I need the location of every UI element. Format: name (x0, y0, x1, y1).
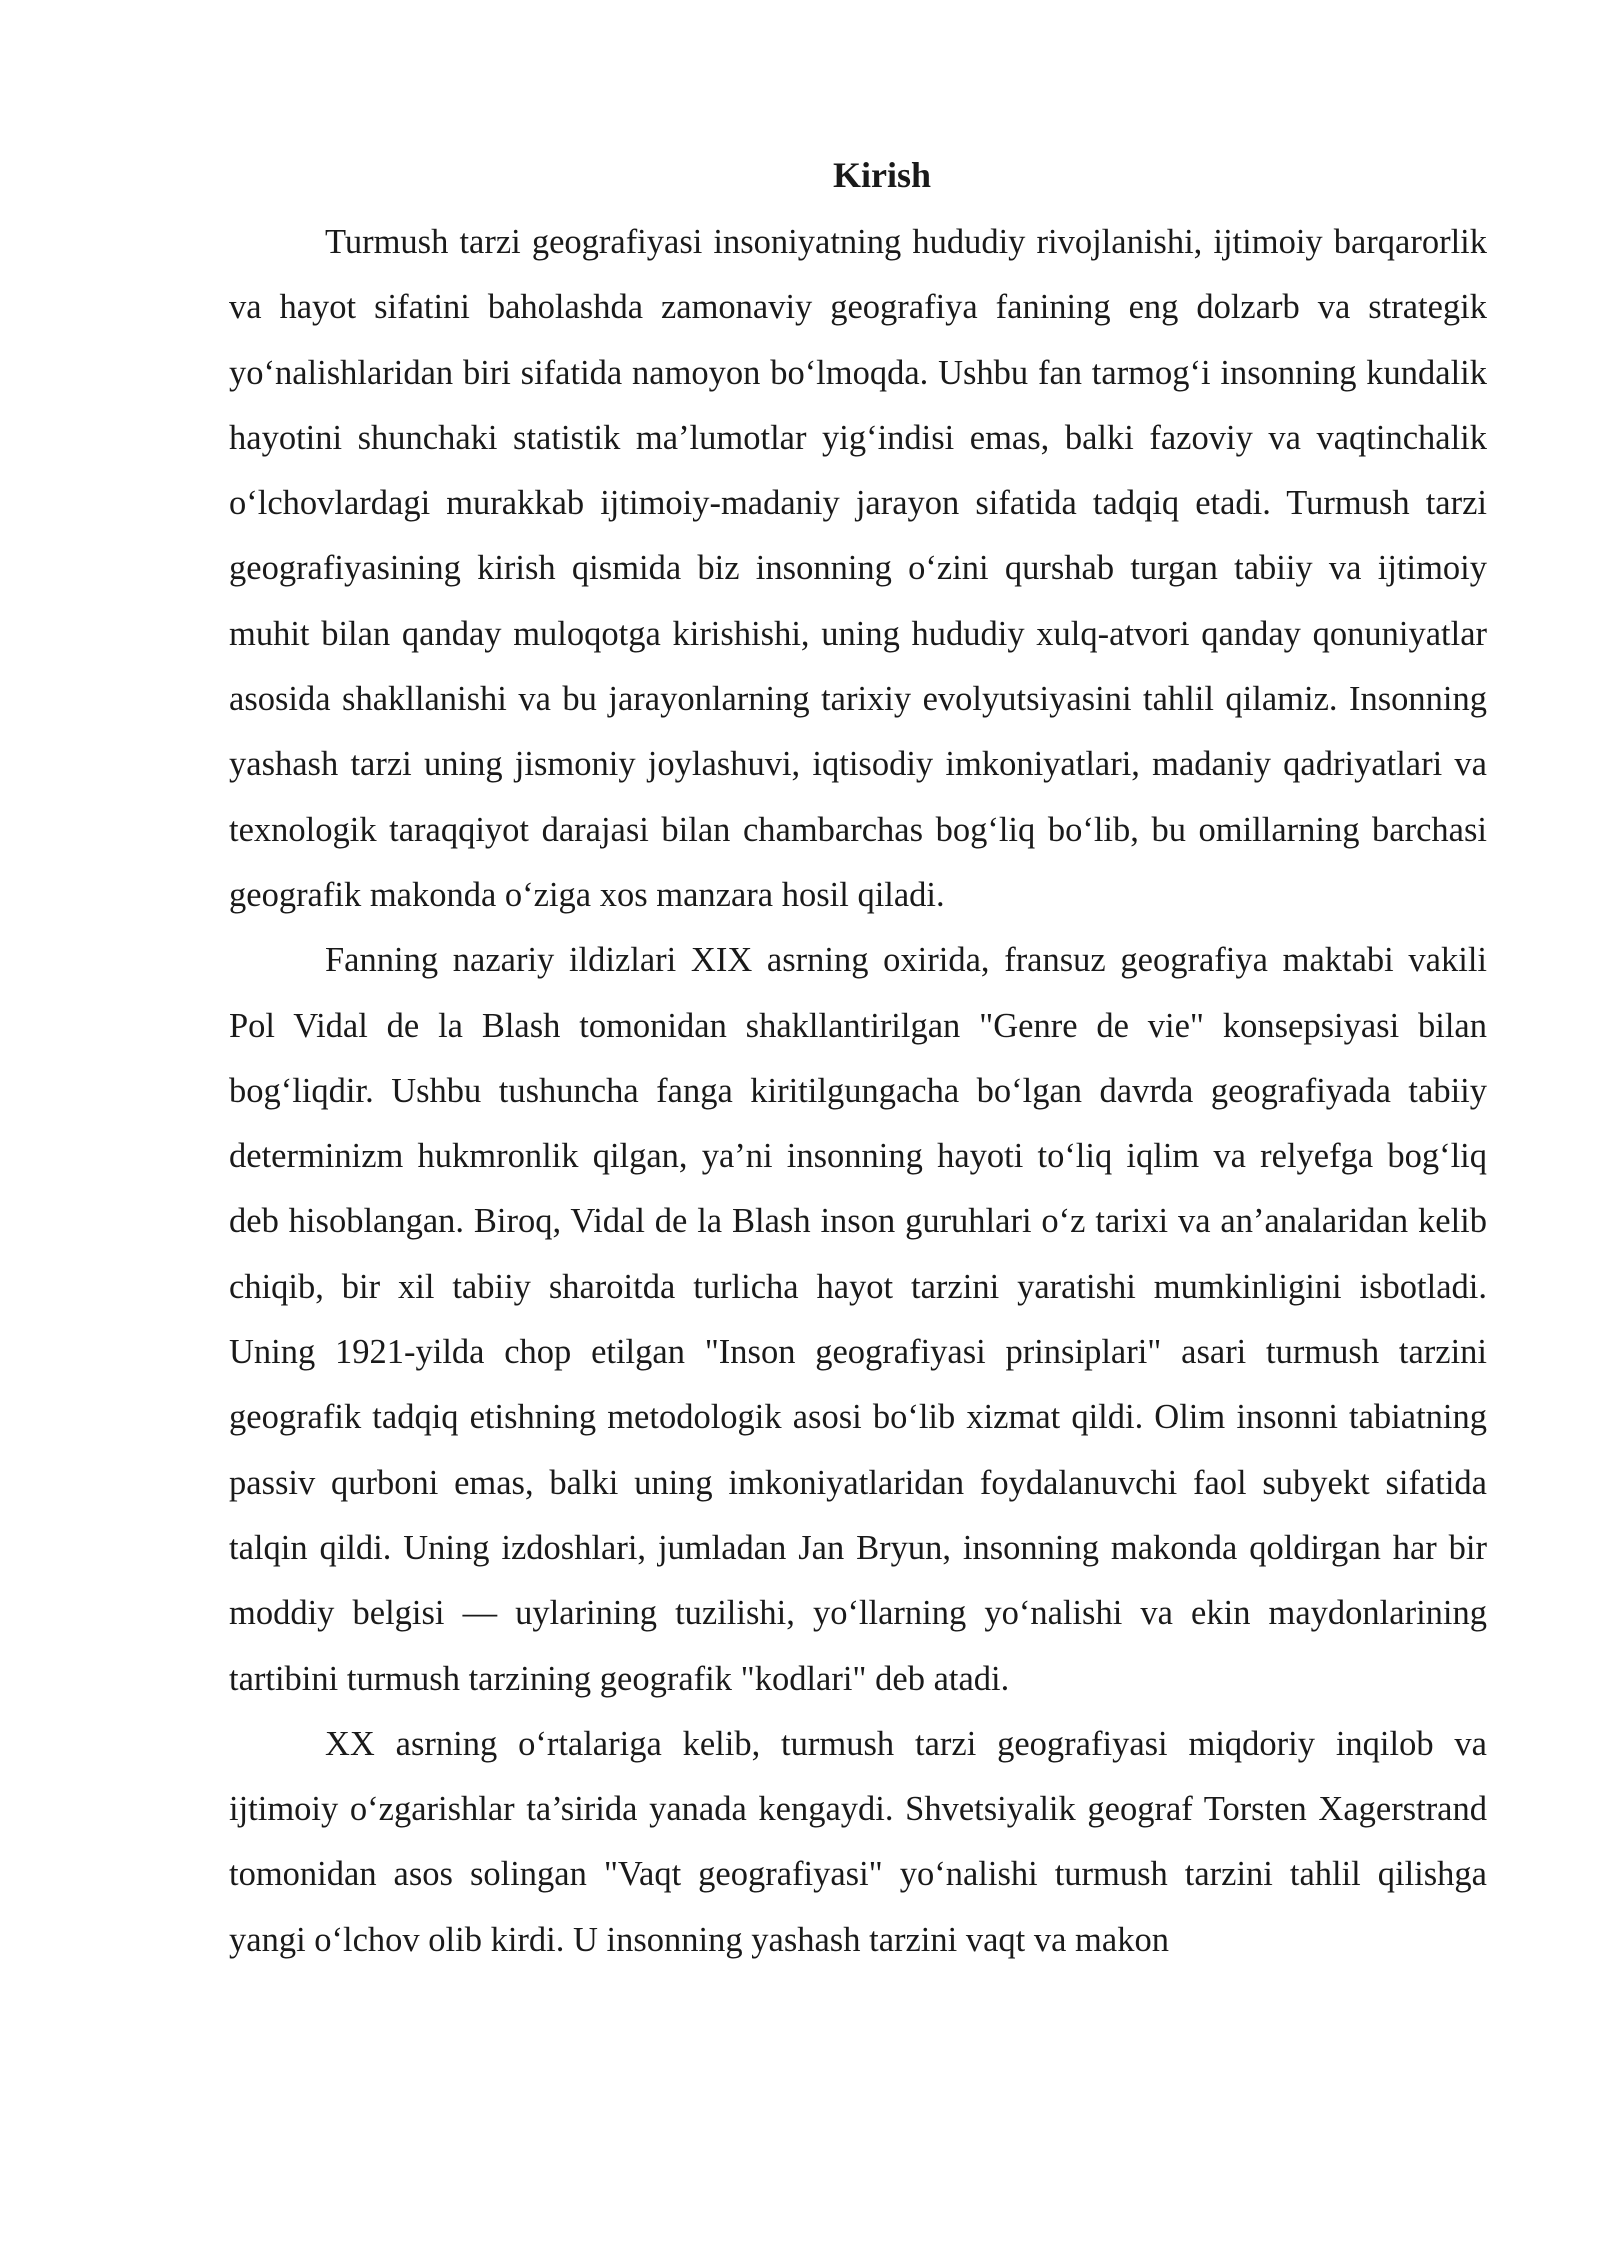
paragraph-history: Fanning nazariy ildizlari XIX asrning oxirida, fransuz geografiya maktabi vakili Pol Vidal de la Blash tomonidan shakllantirilgan "Genre de vie" konsepsiyasi bilan bog‘liqdir. Ushbu tushuncha fanga kiritilgungacha bo‘lgan davrda geografiyada tabiiy determinizm hukmronlik qilgan, ya’ni insonning hayoti to‘liq iqlim va relyefga bog‘liq deb hisoblangan. Biroq, Vidal de la Blash inson guruhlari o‘z tarixi va an’analaridan kelib chiqib, bir xil tabiiy sharoitda turlicha hayot tarzini yaratishi mumkinligini isbotladi. Uning 1921-yilda chop etilgan "Inson geografiyasi prinsiplari" asari turmush tarzini geografik tadqiq etishning metodologik asosi bo‘lib xizmat qildi. Olim insonni tabiatning passiv qurboni emas, balki uning imkoniyatlaridan foydalanuvchi faol subyekt sifatida talqin qildi. Uning izdoshlari, jumladan Jan Bryun, insonning makonda qoldirgan har bir moddiy belgisi — uylarining tuzilishi, yo‘llarning yo‘nalishi va ekin maydonlarining tartibini turmush tarzining geografik "kodlari" deb atadi. (229, 941, 1487, 1698)
paragraph-twentieth-century: XX asrning o‘rtalariga kelib, turmush tarzi geografiyasi miqdoriy inqilob va ijtimoiy o‘zgarishlar ta’sirida yanada kengaydi. Shvetsiyalik geograf Torsten Xagerstrand tomonidan asos solingan "Vaqt geografiyasi" yo‘nalishi turmush tarzini tahlil qilishga yangi o‘lchov olib kirdi. U insonning yashash tarzini vaqt va makon (229, 1724, 1487, 1959)
paragraph-intro: Turmush tarzi geografiyasi insoniyatning hududiy rivojlanishi, ijtimoiy barqarorlik va hayot sifatini baholashda zamonaviy geografiya fanining eng dolzarb va strategik yo‘nalishlaridan biri sifatida namoyon bo‘lmoqda. Ushbu fan tarmog‘i insonning kundalik hayotini shunchaki statistik ma’lumotlar yig‘indisi emas, balki fazoviy va vaqtinchalik o‘lchovlardagi murakkab ijtimoiy-madaniy jarayon sifatida tadqiq etadi. Turmush tarzi geografiyasining kirish qismida biz insonning o‘zini qurshab turgan tabiiy va ijtimoiy muhit bilan qanday muloqotga kirishishi, uning hududiy xulq-atvori qanday qonuniyatlar asosida shakllanishi va bu jarayonlarning tarixiy evolyutsiyasini tahlil qilamiz. Insonning yashash tarzi uning jismoniy joylashuvi, iqtisodiy imkoniyatlari, madaniy qadriyatlari va texnologik taraqqiyot darajasi bilan chambarchas bog‘liq bo‘lib, bu omillarning barchasi geografik makonda o‘ziga xos manzara hosil qiladi. (229, 223, 1487, 914)
page-title: Kirish (832, 155, 931, 195)
document-body (229, 148, 1487, 1973)
